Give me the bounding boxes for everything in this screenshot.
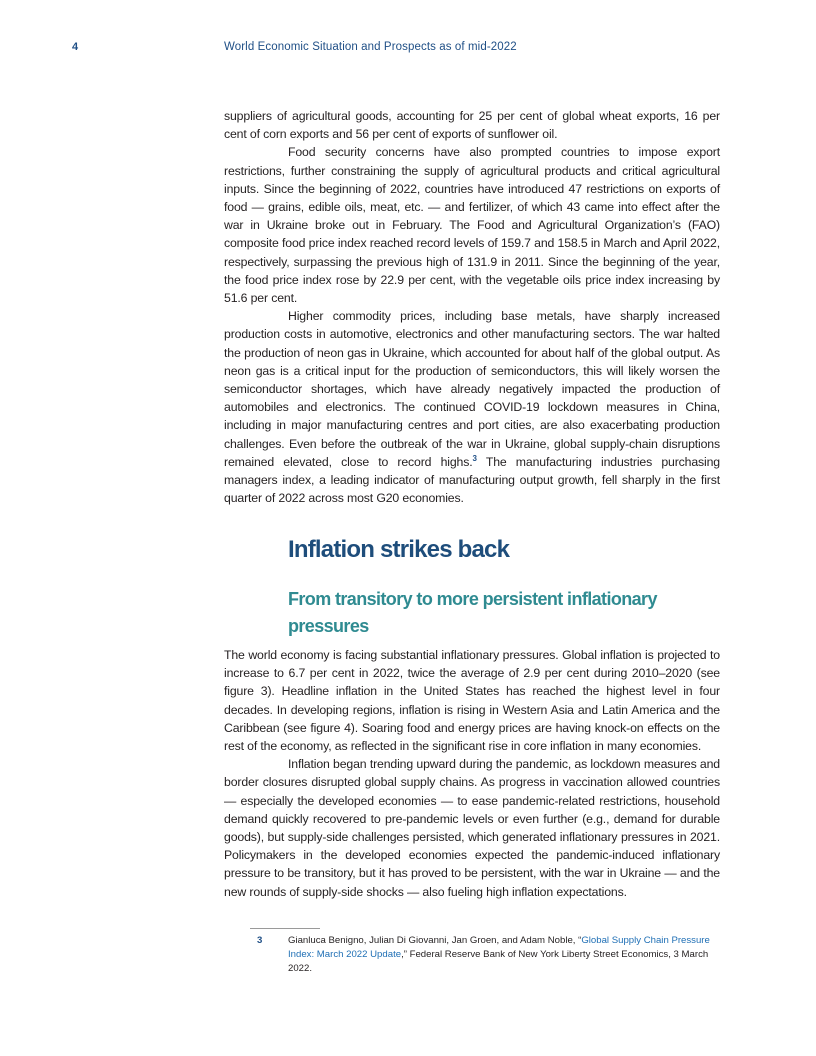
footnote-divider bbox=[250, 928, 320, 929]
body-text-bottom bbox=[224, 646, 720, 901]
body-text-top bbox=[224, 107, 720, 507]
running-header: World Economic Situation and Prospects as of mid-2022 bbox=[224, 41, 517, 53]
footnote-reference[interactable]: 3 bbox=[472, 453, 477, 463]
paragraph: Inflation began trending upward during the pandemic, as lockdown measures and border closures disrupted global supply chains. As progress in vaccination allowed countries — especially the developed economies — to ease pandemic-related restrictions, household demand quickly recovered to pre-pandemic levels or even further (e.g., demand for durable goods), but supply-side challenges persisted, which generated inflationary pressures in 2021. Policymakers in the developed economies expected the pandemic-induced inflationary pressure to be transitory, but it has proved to be persistent, with the war in Ukraine — and the new rounds of supply-side shocks — also fueling high inflation expectations. bbox=[224, 757, 720, 899]
paragraph: The world economy is facing substantial inflationary pressures. Global inflation is projected to increase to 6.7 per cent in 2022, twice the average of 2.9 per cent during 2010–2020 (see figure 3). Headline inflation in the United States has reached the highest level in four decades. In developing regions, inflation is rising in Western Asia and Latin America and the Caribbean (see figure 4). Soaring food and energy prices are having knock-on effects on the rest of the economy, as reflected in the significant rise in core inflation in many economies. bbox=[224, 648, 720, 754]
paragraph: suppliers of agricultural goods, accounting for 25 per cent of global wheat exports, 16 per cent of corn exports and 56 per cent of exports of sunflower oil. bbox=[224, 109, 720, 142]
footnote-number: 3 bbox=[257, 935, 263, 946]
paragraph-text: The manufacturing industries purchasing managers index, a leading indicator of manufacturing output growth, fell sharply in the first quarter of 2022 across most G20 economies. bbox=[224, 454, 720, 506]
paragraph-text: Higher commodity prices, including base metals, have sharply increased production costs in automotive, electronics and other manufacturing sectors. The war halted the production of neon gas in Ukraine, which accounted for about half of the global output. As neon gas is a critical input for the production of semiconductors, this will likely worsen the semiconductor shortages, which have already negatively impacted the production of automobiles and electronics. The continued COVID-19 lockdown measures in China, including in major manufacturing centres and port cities, are also exacerbating production challenges. Even before the outbreak of the war in Ukraine, global supply-chain disruptions remained elevated, close to record highs. bbox=[224, 309, 720, 469]
paragraph: Food security concerns have also prompted countries to impose export restrictions, further constraining the supply of agricultural products and critical agricultural inputs. Since the beginning of 2022, countries have introduced 47 restrictions on exports of food — grains, edible oils, meat, etc. — and fertilizer, of which 43 came into effect after the war in Ukraine broke out in February. The Food and Agricultural Organization’s (FAO) composite food price index reached record levels of 159.7 and 158.5 in March and April 2022, respectively, surpassing the previous high of 131.9 in 2011. Since the beginning of the year, the food price index rose by 22.9 per cent, with the vegetable oils price index increasing by 51.6 per cent. bbox=[224, 145, 720, 306]
footnote-authors: Gianluca Benigno, Julian Di Giovanni, Jan Groen, and Adam Noble, “ bbox=[288, 935, 582, 946]
section-heading: Inflation strikes back bbox=[288, 536, 510, 563]
footnote bbox=[250, 934, 720, 977]
page-number: 4 bbox=[72, 41, 79, 53]
footnote-source: ,” Federal Reserve Bank of New York Liberty Street Economics, 3 March 2022. bbox=[288, 949, 709, 975]
footnote-text bbox=[288, 934, 720, 977]
section-subheading: From transitory to more persistent inflationary pressures bbox=[288, 589, 657, 636]
footnote-link[interactable]: Global Supply Chain Pressure Index: March 2022 Update bbox=[288, 935, 710, 961]
paragraph bbox=[224, 307, 720, 507]
